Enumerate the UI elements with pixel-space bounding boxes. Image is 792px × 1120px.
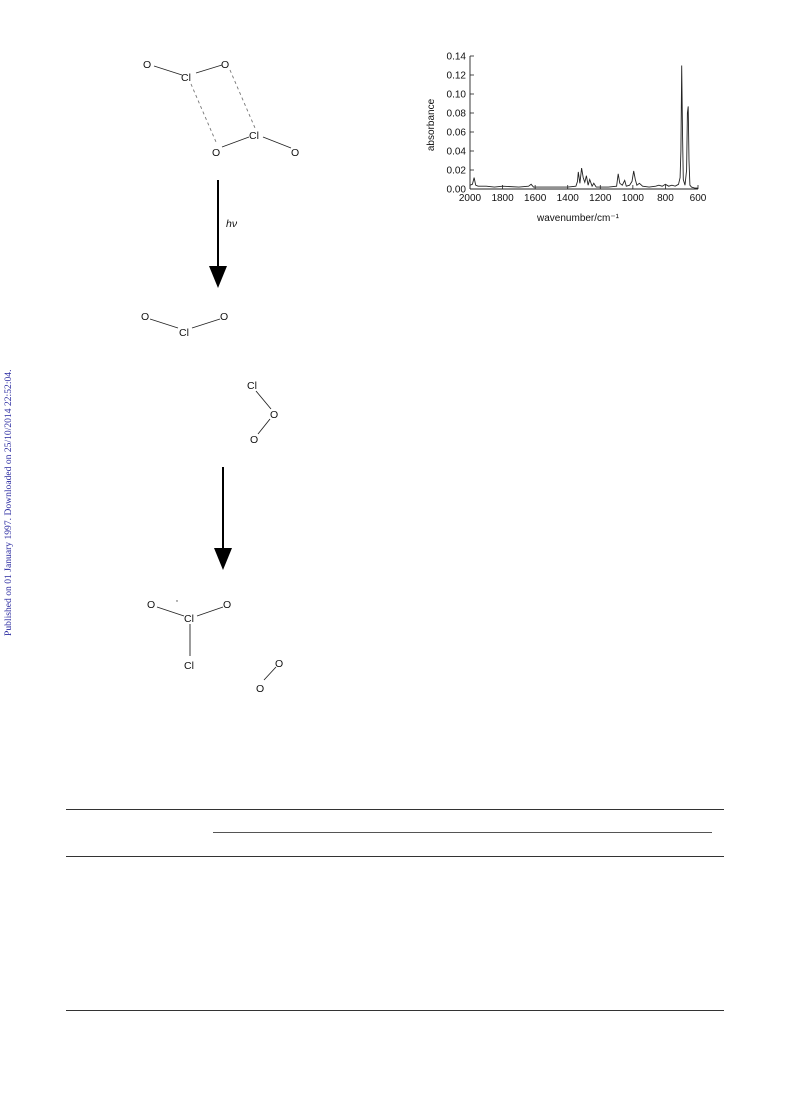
spectrum-trace	[470, 66, 698, 189]
y-tick-label: 0.06	[446, 127, 466, 139]
reaction-scheme	[0, 0, 360, 720]
atom-cl: Cl	[184, 613, 194, 625]
atom-o: O	[147, 599, 156, 611]
stray-dot	[176, 600, 177, 601]
atom-o: O	[143, 59, 152, 71]
oclo-dimer	[154, 65, 291, 148]
table-bottom-rule	[66, 1010, 724, 1011]
y-tick-label: 0.02	[446, 165, 466, 177]
hv-label: hν	[226, 218, 238, 230]
y-tick-label: 0.10	[446, 89, 466, 101]
reaction-arrow-2	[214, 467, 232, 570]
ir-spectrum-chart	[420, 48, 720, 228]
x-tick-label: 1800	[491, 193, 514, 204]
atom-cl: Cl	[247, 380, 257, 392]
table-header-rule	[66, 856, 724, 857]
chart-axes	[470, 56, 698, 189]
table-header-subrule	[213, 832, 712, 833]
chart-ticks	[447, 52, 707, 205]
x-tick-label: 2000	[458, 193, 482, 204]
y-tick-label: 0.00	[446, 184, 466, 196]
y-axis-label: absorbance	[426, 98, 437, 152]
x-tick-label: 800	[657, 193, 674, 204]
atom-cl: Cl	[181, 72, 191, 84]
x-axis-label: wavenumber/cm⁻¹	[537, 213, 619, 224]
x-tick-label: 1600	[524, 193, 547, 204]
atom-o: O	[223, 599, 232, 611]
y-tick-label: 0.14	[446, 51, 466, 63]
table-top-rule	[66, 809, 724, 810]
y-tick-label: 0.08	[446, 108, 466, 120]
download-notice-text: Published on 01 January 1997. Downloaded on 25/10/2014 22:52:04.	[3, 369, 14, 636]
atom-o: O	[212, 147, 221, 159]
cloo-radical	[256, 391, 271, 434]
atom-cl: Cl	[179, 327, 189, 339]
atom-o: O	[291, 147, 300, 159]
x-tick-label: 1200	[589, 193, 612, 204]
atom-o: O	[221, 59, 230, 71]
x-tick-label: 600	[689, 193, 707, 204]
atom-o: O	[220, 311, 229, 323]
y-tick-label: 0.04	[446, 146, 466, 158]
reaction-arrow-1	[209, 180, 227, 288]
x-tick-label: 1000	[621, 193, 644, 204]
atom-o: O	[141, 311, 150, 323]
atom-o: O	[256, 683, 265, 695]
y-tick-label: 0.12	[446, 70, 466, 82]
atom-o: O	[250, 434, 259, 446]
atom-cl: Cl	[184, 660, 194, 672]
atom-o: O	[270, 409, 279, 421]
atom-cl: Cl	[249, 130, 259, 142]
x-tick-label: 1400	[556, 193, 579, 204]
atom-o: O	[275, 658, 284, 670]
